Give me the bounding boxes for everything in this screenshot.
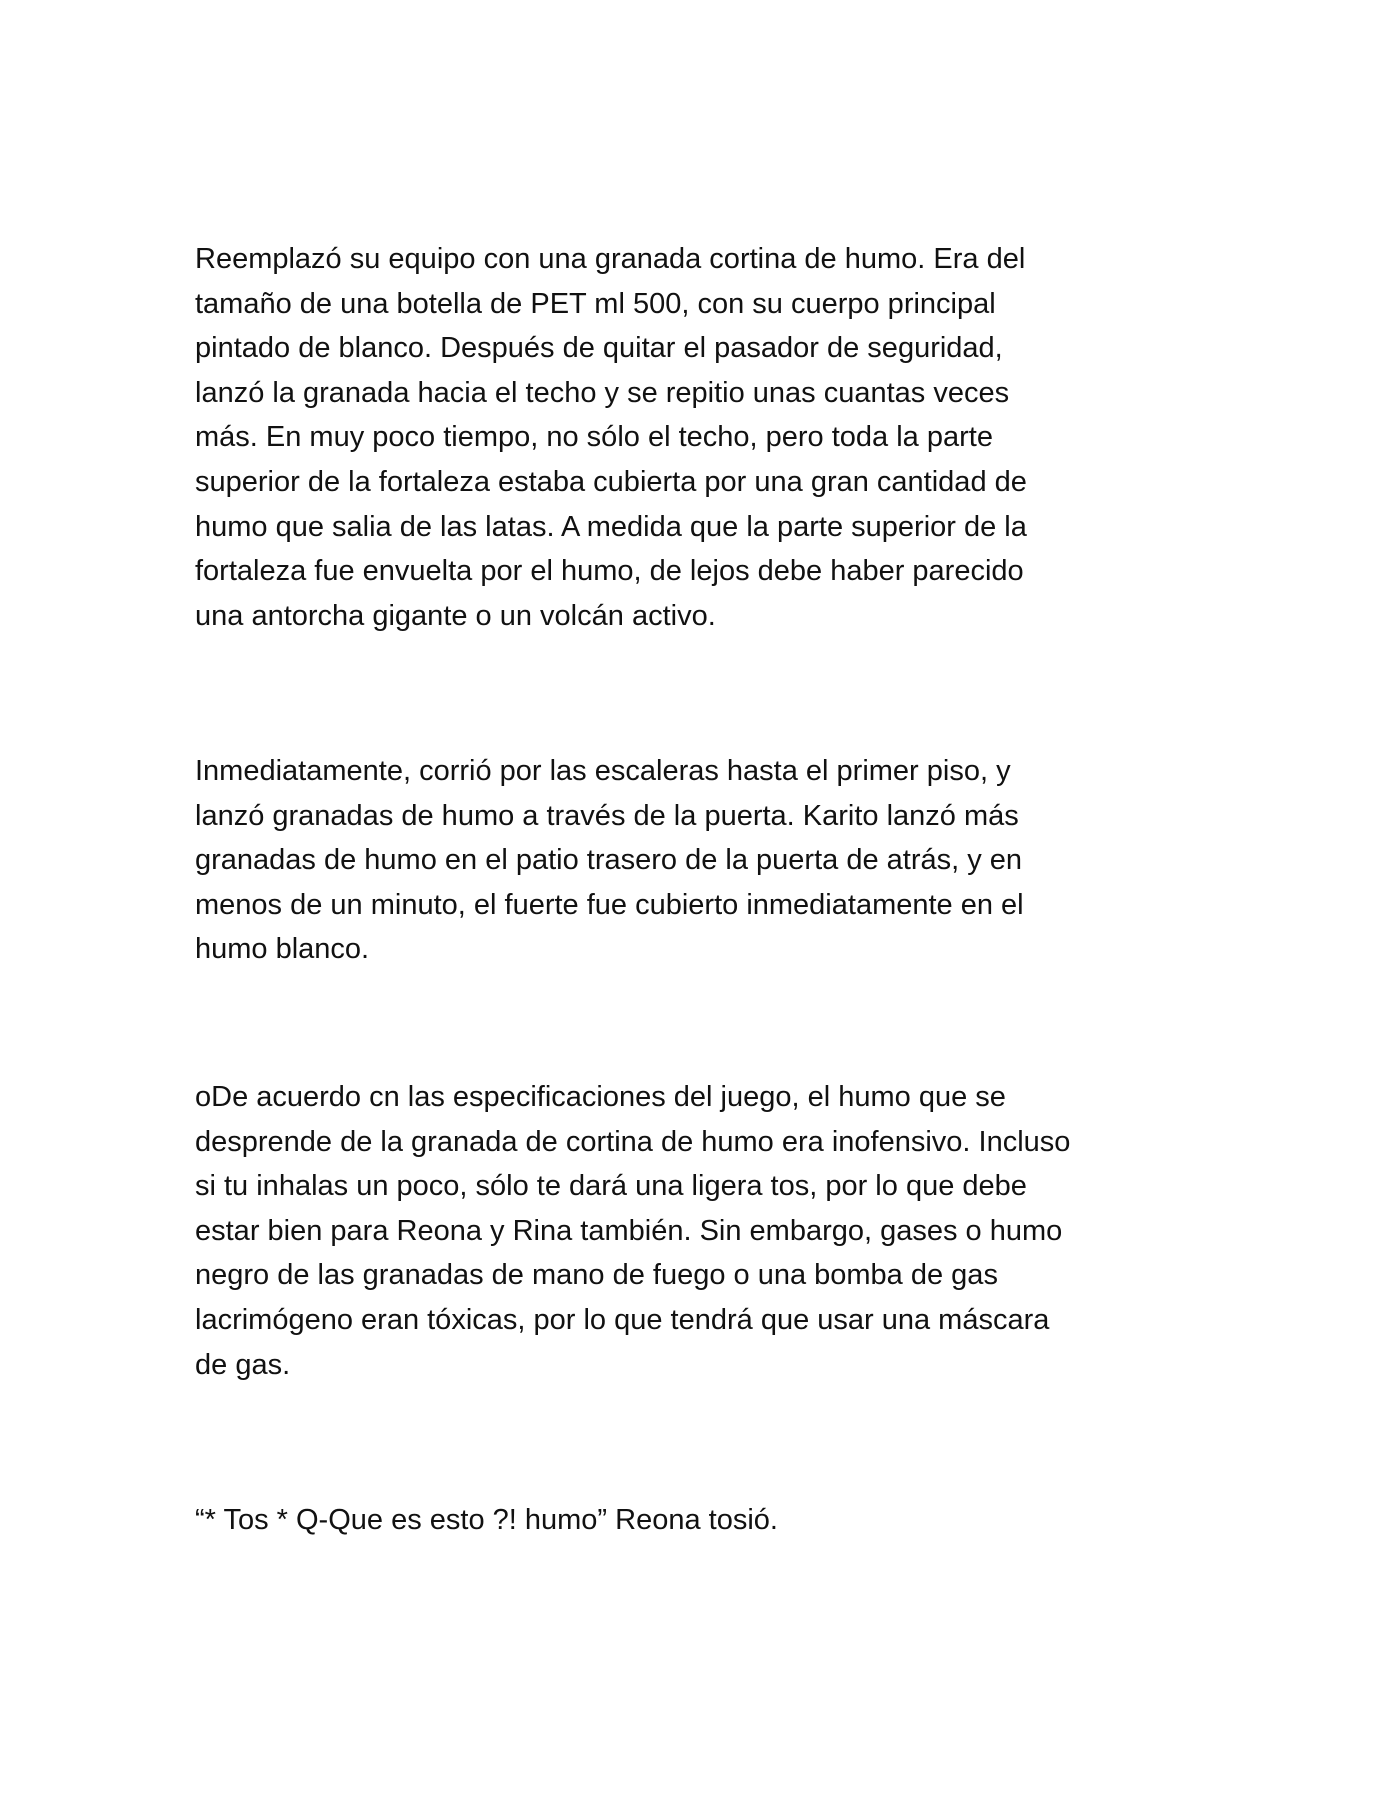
text-line: oDe acuerdo cn las especificaciones del juego, el humo que se	[195, 1081, 1006, 1113]
text-line: superior de la fortaleza estaba cubierta por una gran cantidad de	[195, 465, 1027, 498]
paragraph-2	[195, 749, 1215, 972]
text-line: tamaño de una botella de PET ml 500, con su cuerpo principal	[195, 287, 996, 320]
paragraph-4-dialogue	[195, 1498, 1215, 1543]
text-line: desprende de la granada de cortina de humo era inofensivo. Incluso	[195, 1125, 1071, 1158]
text-line: estar bien para Reona y Rina también. Sin embargo, gases o humo	[195, 1214, 1063, 1247]
text-line: negro de las granadas de mano de fuego o una bomba de gas	[195, 1259, 998, 1292]
text-line: pintado de blanco. Después de quitar el pasador de seguridad,	[195, 332, 1003, 365]
text-line: lanzó granadas de humo a través de la puerta. Karito lanzó más	[195, 799, 1019, 832]
text-line: lanzó la granada hacia el techo y se repitio unas cuantas veces	[195, 376, 1010, 409]
text-line: humo blanco.	[195, 933, 370, 966]
text-line: Inmediatamente, corrió por las escaleras hasta el primer piso, y	[195, 755, 1011, 787]
paragraph-3	[195, 1075, 1215, 1387]
text-line: una antorcha gigante o un volcán activo.	[195, 599, 716, 632]
text-line: Reemplazó su equipo con una granada cortina de humo. Era del	[195, 243, 1026, 275]
text-line: de gas.	[195, 1348, 291, 1381]
text-line: más. En muy poco tiempo, no sólo el techo, pero toda la parte	[195, 421, 993, 454]
text-line: lacrimógeno eran tóxicas, por lo que tendrá que usar una máscara	[195, 1303, 1050, 1336]
text-line: si tu inhalas un poco, sólo te dará una ligera tos, por lo que debe	[195, 1170, 1027, 1203]
text-line: menos de un minuto, el fuerte fue cubierto inmediatamente en el	[195, 888, 1024, 921]
text-line: granadas de humo en el patio trasero de la puerta de atrás, y en	[195, 844, 1023, 877]
text-line: fortaleza fue envuelta por el humo, de lejos debe haber parecido	[195, 555, 1024, 588]
text-line: “* Tos * Q-Que es esto ?! humo” Reona tosió.	[195, 1504, 778, 1536]
paragraph-1	[195, 237, 1215, 638]
text-line: humo que salia de las latas. A medida que la parte superior de la	[195, 510, 1027, 543]
